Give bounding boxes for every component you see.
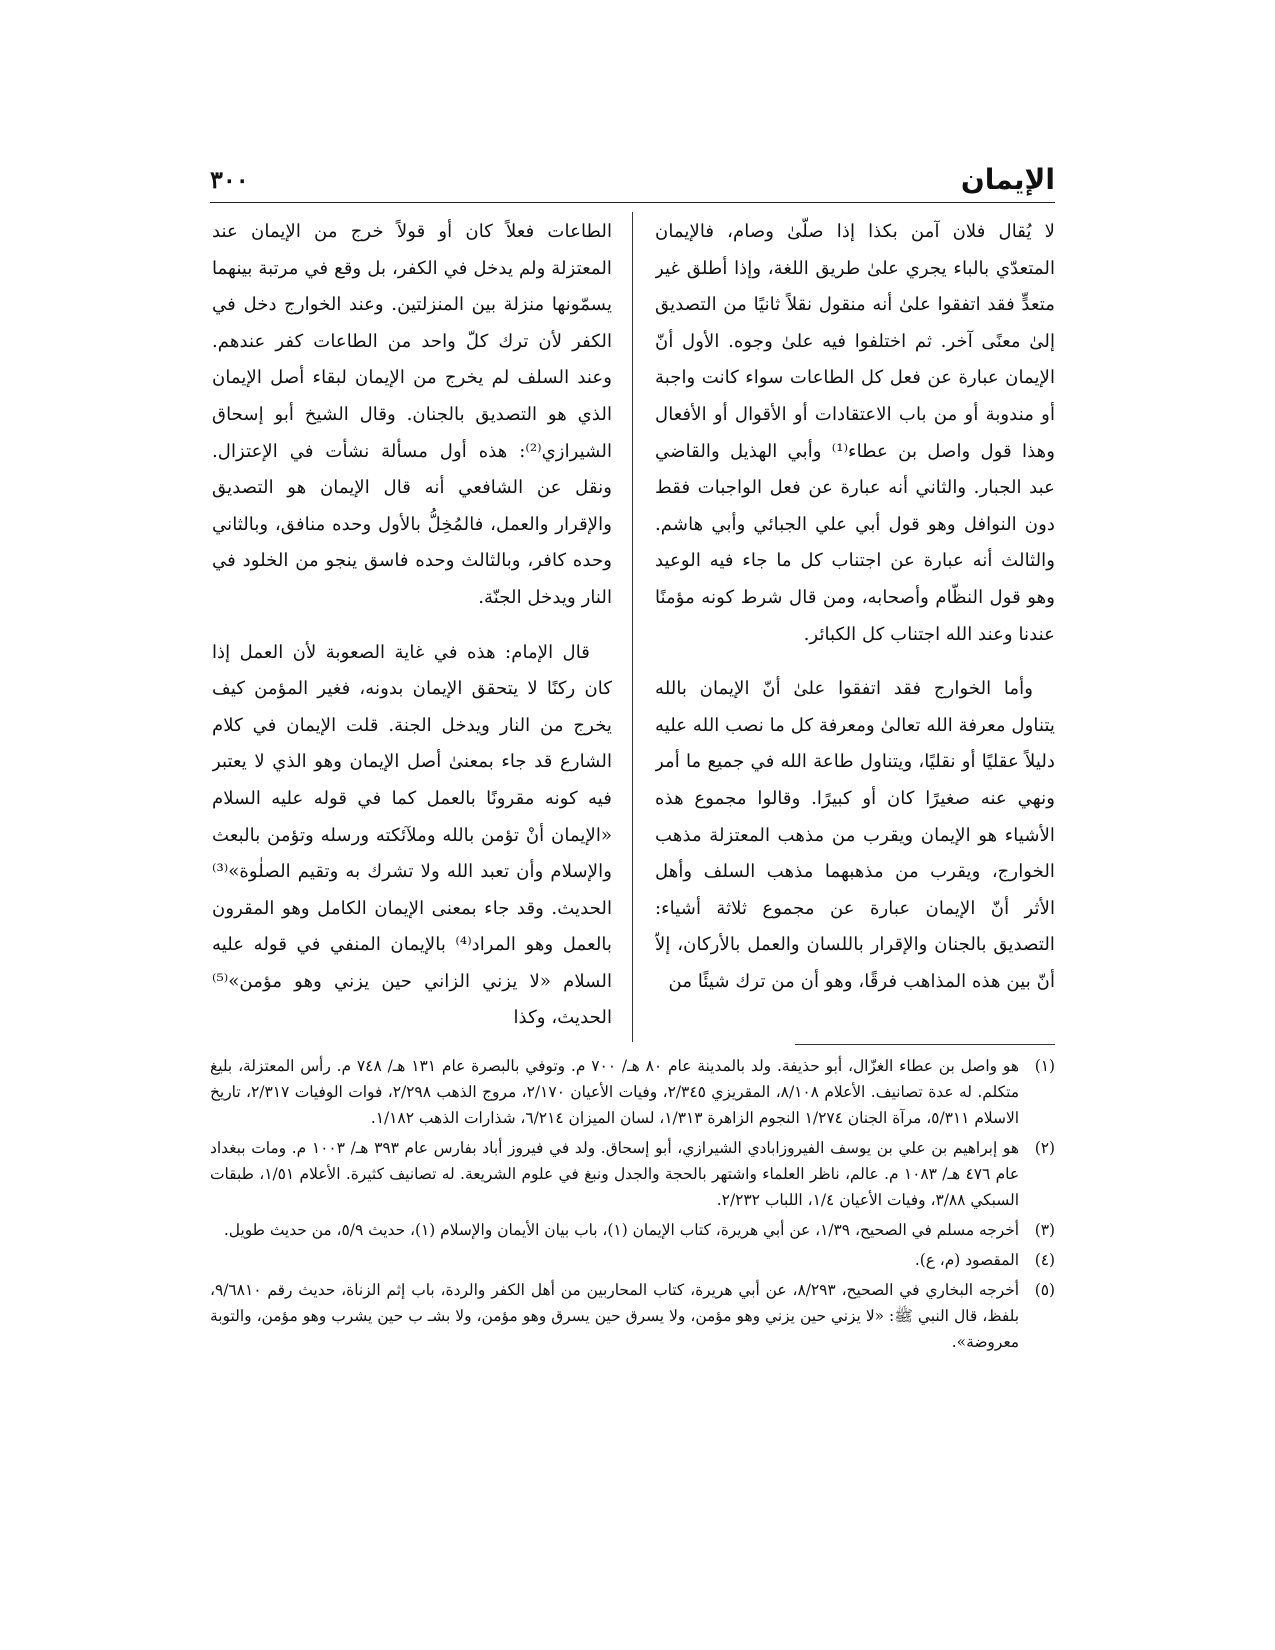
page-header bbox=[210, 162, 1055, 203]
right-text-column bbox=[655, 214, 1055, 1044]
footnote-number: (٢) bbox=[1034, 1139, 1055, 1157]
footnote bbox=[210, 1135, 1055, 1213]
footnote-number: (٤) bbox=[1034, 1251, 1055, 1269]
left-text-column bbox=[212, 214, 612, 1044]
footnote bbox=[210, 1217, 1055, 1243]
paragraph: لا يُقال فلان آمن بكذا إذا صلّىٰ وصام، فالإيمان المتعدّي بالباء يجري علىٰ طريق اللغة، وإذا أطلق غير متعدٍّ فقد اتفقوا علىٰ أنه منقول نقلاً ثانيًا من التصديق إلىٰ معنًى آخر. ثم اختلفوا فيه علىٰ وجوه. الأول أنّ الإيمان عبارة عن فعل كل الطاعات سواء كانت واجبة أو مندوبة أو من باب الاعتقادات أو الأقوال أو الأفعال وهذا قول واصل بن عطاء⁽¹⁾ وأبي الهذيل والقاضي عبد الجبار. والثاني أنه عبارة عن فعل الواجبات فقط دون النوافل وهو قول أبي علي الجبائي وأبي هاشم. والثالث أنه عبارة عن اجتناب كل ما جاء فيه الوعيد وهو قول النظّام وأصحابه، ومن قال شرط كونه مؤمنًا عندنا وعند الله اجتناب كل الكبائر. bbox=[655, 221, 1055, 645]
page-number: ٣٠٠ bbox=[210, 165, 249, 194]
column-divider bbox=[632, 212, 633, 1042]
footnote-number: (٣) bbox=[1034, 1221, 1055, 1239]
footnote-text: أخرجه مسلم في الصحيح، ١/٣٩، عن أبي هريرة، كتاب الإيمان (١)، باب بيان الأيمان والإسلام (١)، حديث ٥/٩، من حديث طويل. bbox=[223, 1221, 1019, 1239]
footnote-text: أخرجه البخاري في الصحيح، ٨/٢٩٣، عن أبي هريرة، كتاب المحاربين من أهل الكفر والردة، باب إثم الزناة، حديث رقم ٩/٦٨١٠، بلفظ، قال النبي ﷺ: «لا يزني حين يزني وهو مؤمن، ولا يسرق حين يسرق وهو مؤمن، ولا بشـ ب حين يشرب وهو مؤمن، والتوبة معروضة». bbox=[210, 1281, 1019, 1351]
footnote-text: هو واصل بن عطاء الغزّال، أبو حذيفة. ولد بالمدينة عام ٨٠ هـ/ ٧٠٠ م. وتوفي بالبصرة عام ١٣١ هـ/ ٧٤٨ م. رأس المعتزلة، بليغ متكلم. له عدة تصانيف. الأعلام ٨/١٠٨، المقريزي ٢/٣٤٥، وفيات الأعيان ٢/١٧٠، مروج الذهب ٢/٢٩٨، فوات الوفيات ٢/٣١٧، تاريخ الاسلام ٥/٣١١، مرآة الجنان ١/٢٧٤ النجوم الزاهرة ١/٣١٣، لسان الميزان ٦/٢١٤، شذارات الذهب ١/١٨٢. bbox=[210, 1057, 1019, 1127]
running-title: الإيمان bbox=[960, 163, 1055, 196]
paragraph: الطاعات فعلاً كان أو قولاً خرج من الإيمان عند المعتزلة ولم يدخل في الكفر، بل وقع في مرتبة بينهما يسمّونها منزلة بين المنزلتين. وعند الخوارج دخل في الكفر لأن ترك كلّ واحد من الطاعات كفر عندهم. وعند السلف لم يخرج من الإيمان لبقاء أصل الإيمان الذي هو التصديق بالجنان. وقال الشيخ أبو إسحاق الشيرازي⁽²⁾: هذه أول مسألة نشأت في الإعتزال. ونقل عن الشافعي أنه قال الإيمان هو التصديق والإقرار والعمل، فالمُخِلُّ بالأول وحده منافق، وبالثاني وحده كافر، وبالثالث وحده فاسق ينجو من الخلود في النار ويدخل الجنّة. bbox=[212, 221, 612, 608]
footnote bbox=[210, 1247, 1055, 1273]
paragraph: وأما الخوارج فقد اتفقوا علىٰ أنّ الإيمان بالله يتناول معرفة الله تعالىٰ ومعرفة كل ما نصب الله عليه دليلاً عقليًا أو نقليًا، ويتناول طاعة الله في جميع ما أمر ونهي عنه صغيرًا كان أو كبيرًا. وقالوا مجموع هذه الأشياء هو الإيمان ويقرب من مذهب المعتزلة مذهب الخوارج، ويقرب من مذهبهما مذهب السلف وأهل الأثر أنّ الإيمان عبارة عن مجموع ثلاثة أشياء: التصديق بالجنان والإقرار باللسان والعمل بالأركان، إلاّ أنّ بين هذه المذاهب فرقًا، وهو أن من ترك شيئًا من bbox=[655, 678, 1055, 992]
footnote-number: (٥) bbox=[1034, 1281, 1055, 1299]
footnote-number: (١) bbox=[1034, 1057, 1055, 1075]
footnote-text: هو إبراهيم بن علي بن يوسف الفيروزابادي الشيرازي، أبو إسحاق. ولد في فيروز أباد بفارس عام ٣٩٣ هـ/ ١٠٠٣ م. ومات ببغداد عام ٤٧٦ هـ/ ١٠٨٣ م. عالم، ناظر العلماء واشتهر بالحجة والجدل ونبغ في علوم الشريعة. له تصانيف كثيرة. الأعلام ١/٥١، طبقات السبكي ٣/٨٨، وفيات الأعيان ١/٤، اللباب ٢/٢٣٢. bbox=[210, 1139, 1020, 1209]
paragraph: قال الإمام: هذه في غاية الصعوبة لأن العمل إذا كان ركنًا لا يتحقق الإيمان بدونه، فغير المؤمن كيف يخرج من النار ويدخل الجنة. قلت الإيمان في كلام الشارع قد جاء بمعنىٰ أصل الإيمان وهو الذي لا يعتبر فيه كونه مقرونًا بالعمل كما في قوله عليه السلام «الإيمان أنْ تؤمن بالله وملآئكته ورسله وتؤمن بالبعث والإسلام وأن تعبد الله ولا تشرك به وتقيم الصلٰوة»⁽³⁾ الحديث. وقد جاء بمعنى الإيمان الكامل وهو المقرون بالعمل وهو المراد⁽⁴⁾ بالإيمان المنفي في قوله عليه السلام «لا يزني الزاني حين يزني وهو مؤمن»⁽⁵⁾ الحديث، وكذا bbox=[212, 641, 612, 1029]
footnote-text: المقصود (م، ع). bbox=[914, 1251, 1019, 1269]
footnote-separator bbox=[795, 1044, 1055, 1045]
footnote bbox=[210, 1277, 1055, 1355]
footnote bbox=[210, 1053, 1055, 1131]
footnotes bbox=[210, 1053, 1055, 1359]
